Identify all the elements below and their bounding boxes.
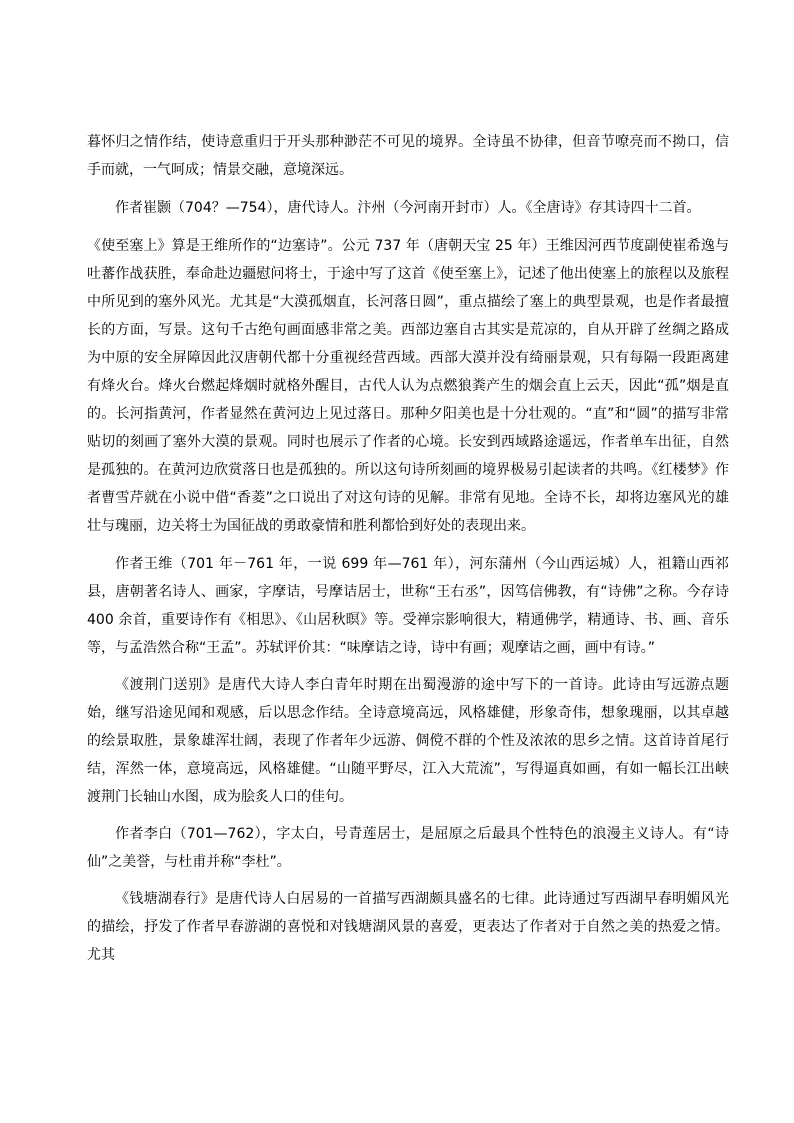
paragraph-6: 作者李白（701—762），字太白，号青莲居士，是屈原之后最具个性特色的浪漫主义诗人。有“诗仙”之美誉，与杜甫并称“李杜”。 (87, 826, 729, 870)
paragraph-5: 《渡荆门送别》是唐代大诗人李白青年时期在出蜀漫游的途中写下的一首诗。此诗由写远游点题始，继写沿途见闻和观感，后以思念作结。全诗意境高远，风格雄健，形象奇伟，想象瑰丽，以其卓越的绘景取胜，景象雄浑壮阔，表现了作者年少远游、倜傥不群的个性及浓浓的思乡之情。这首诗首尾行结，浑然一体，意境高远，风格雄健。“山随平野尽，江入大荒流”，写得逼真如画，有如一幅长江出峡渡荆门长轴山水图，成为脍炙人口的佳句。 (87, 677, 729, 805)
paragraph-4: 作者王维（701 年－761 年，一说 699 年—761 年），河东蒲州（今山西运城）人，祖籍山西祁县，唐朝著名诗人、画家，字摩诘，号摩诘居士，世称“王右丞”，因笃信佛教，有“诗佛”之称。今存诗 400 余首，重要诗作有《相思》、《山居秋暝》等。受禅宗影响很大，精通佛学，精通诗、书、画、音乐等，与孟浩然合称“王孟”。苏轼评价其：“味摩诘之诗，诗中有画；观摩诘之画，画中有诗。” (87, 556, 729, 656)
document-body (87, 128, 729, 969)
paragraph-1: 暮怀归之情作结，使诗意重归于开头那种渺茫不可见的境界。全诗虽不协律，但音节嘹亮而不拗口，信手而就，一气呵成；情景交融，意境深远。 (87, 134, 729, 178)
paragraph-3: 《使至塞上》算是王维所作的“边塞诗”。公元 737 年（唐朝天宝 25 年）王维因河西节度副使崔希逸与吐蕃作战获胜，奉命赴边疆慰问将士，于途中写了这首《使至塞上》，记述了他出使塞上的旅程以及旅程中所见到的塞外风光。尤其是“大漠孤烟直，长河落日圆”，重点描绘了塞上的典型景观，也是作者最擅长的方面，写景。这句千古绝句画面感非常之美。西部边塞自古其实是荒凉的，自从开辟了丝绸之路成为中原的安全屏障因此汉唐朝代都十分重视经营西域。西部大漠并没有绮丽景观，只有每隔一段距离建有烽火台。烽火台燃起烽烟时就格外醒目，古代人认为点燃狼粪产生的烟会直上云天，因此“孤”烟是直的。长河指黄河，作者显然在黄河边上见过落日。那种夕阳美也是十分壮观的。“直”和“圆”的描写非常贴切的刻画了塞外大漠的景观。同时也展示了作者的心境。长安到西域路途遥远，作者单车出征，自然是孤独的。在黄河边欣赏落日也是孤独的。所以这句诗所刻画的境界极易引起读者的共鸣。《红楼梦》作者曹雪芹就在小说中借“香菱”之口说出了对这句诗的见解。非常有见地。全诗不长，却将边塞风光的雄壮与瑰丽，边关将士为国征战的勇敢豪情和胜利都恰到好处的表现出来。 (87, 238, 729, 534)
paragraph-2: 作者崔颢（704？—754），唐代诗人。汴州（今河南开封市）人。《全唐诗》存其诗四十二首。 (115, 200, 701, 216)
paragraph-7: 《钱塘湖春行》是唐代诗人白居易的一首描写西湖颇具盛名的七律。此诗通过写西湖早春明媚风光的描绘，抒发了作者早春游湖的喜悦和对钱塘湖风景的喜爱，更表达了作者对于自然之美的热爱之情。尤其 (87, 891, 729, 963)
